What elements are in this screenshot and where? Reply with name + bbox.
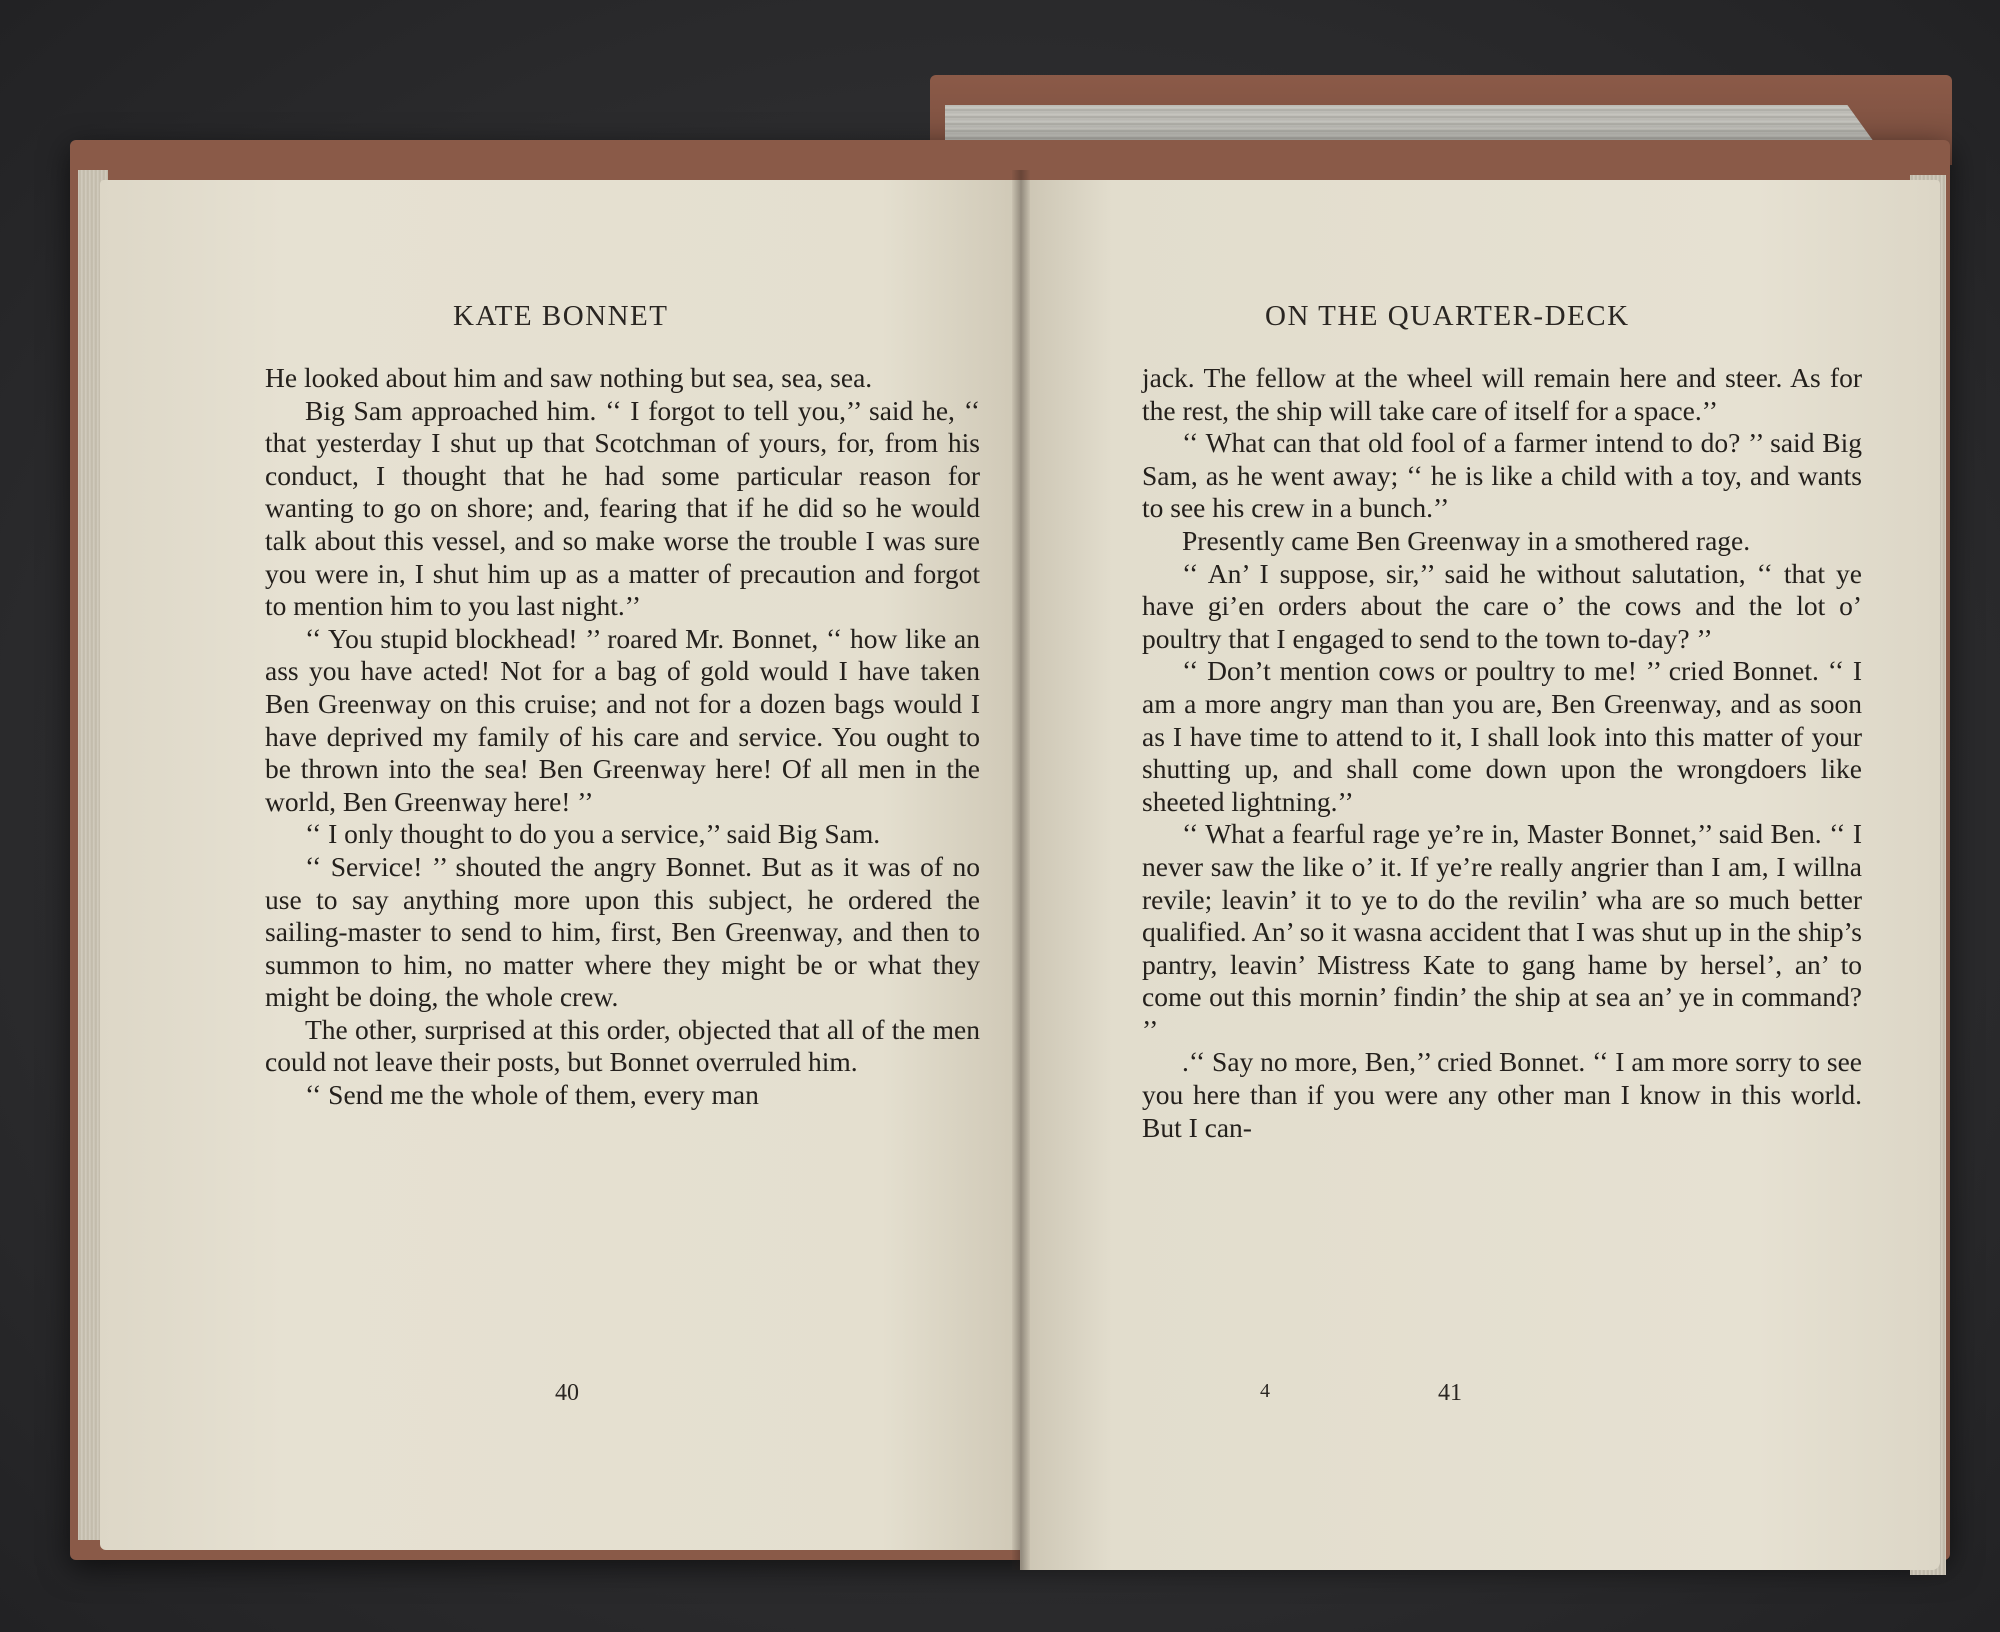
paragraph: ‘‘ Send me the whole of them, every man <box>305 1079 759 1111</box>
right-running-head: ON THE QUARTER-DECK <box>1265 300 1630 332</box>
paragraph: ‘‘ Don’t mention cows or poultry to me! ’’ cried Bonnet. ‘‘ I am a more angry man than you are, Ben Greenway, and as soon as I have time to attend to it, I shall look into this matter of your shutting up, and shall come down upon the wrongdoers like sheeted lightning.’’ <box>1142 655 1862 817</box>
right-page <box>1020 180 1940 1570</box>
signature-mark: 4 <box>1260 1380 1270 1402</box>
right-page-text <box>1142 362 1862 1144</box>
paragraph: ‘‘ You stupid blockhead! ’’ roared Mr. Bonnet, ‘‘ how like an ass you have acted! Not for a bag of gold would I have taken Ben Greenway on this cruise; and not for a dozen bags would I have deprived my family of his care and service. You ought to be thrown into the sea! Ben Greenway here! Of all men in the world, Ben Greenway here! ’’ <box>265 622 980 817</box>
paragraph: .‘‘ Say no more, Ben,’’ cried Bonnet. ‘‘ I am more sorry to see you here than if you were any other man I know in this world. But I can- <box>1142 1046 1862 1143</box>
paragraph: The other, surprised at this order, objected that all of the men could not leave their posts, but Bonnet overruled him. <box>265 1013 980 1078</box>
paragraph: jack. The fellow at the wheel will remain here and steer. As for the rest, the ship will take care of itself for a space.’’ <box>1142 362 1862 426</box>
left-page <box>100 180 1020 1550</box>
paragraph: ‘‘ I only thought to do you a service,’’ said Big Sam. <box>305 818 881 850</box>
paragraph: Big Sam approached him. ‘‘ I forgot to tell you,’’ said he, ‘‘ that yesterday I shut up that Scotchman of yours, for, from his conduct, I thought that he had some particular reason for wanting to go on shore; and, fearing that if he did so he would talk about this vessel, and so make worse the trouble I was sure you were in, I shut him up as a matter of precaution and forgot to mention him to you last night.’’ <box>265 394 980 622</box>
left-page-text <box>265 362 980 1112</box>
paragraph: ‘‘ An’ I suppose, sir,’’ said he without salutation, ‘‘ that ye have gi’en orders about the care o’ the cows and the lot o’ poultry that I engaged to send to the town to-day? ’’ <box>1142 557 1862 654</box>
paragraph: Presently came Ben Greenway in a smothered rage. <box>1182 524 1751 556</box>
book-gutter <box>1012 170 1030 1570</box>
right-page-number: 41 <box>1438 1380 1462 1406</box>
paragraph: ‘‘ What a fearful rage ye’re in, Master Bonnet,’’ said Ben. ‘‘ I never saw the like o’ it. If ye’re really angrier than I am, I willna revile; leavin’ it to ye to do the revilin’ wha are so much better qualified. An’ so it wasna accident that I was shut up in the ship’s pantry, leavin’ Mistress Kate to gang hame by hersel’, an’ to come out this mornin’ findin’ the ship at sea an’ ye in command? ’’ <box>1142 818 1862 1045</box>
paragraph: ‘‘ Service! ’’ shouted the angry Bonnet. But as it was of no use to say anything more upon this subject, he ordered the sailing-master to send to him, first, Ben Greenway, and then to summon to him, no matter where they might be or what they might be doing, the whole crew. <box>265 850 980 1013</box>
paragraph: He looked about him and saw nothing but sea, sea, sea. <box>265 362 873 393</box>
left-page-number: 40 <box>555 1380 579 1406</box>
left-running-head: KATE BONNET <box>453 300 669 332</box>
paragraph: ‘‘ What can that old fool of a farmer intend to do? ’’ said Big Sam, as he went away; ‘‘ he is like a child with a toy, and wants to see his crew in a bunch.’’ <box>1142 427 1862 524</box>
